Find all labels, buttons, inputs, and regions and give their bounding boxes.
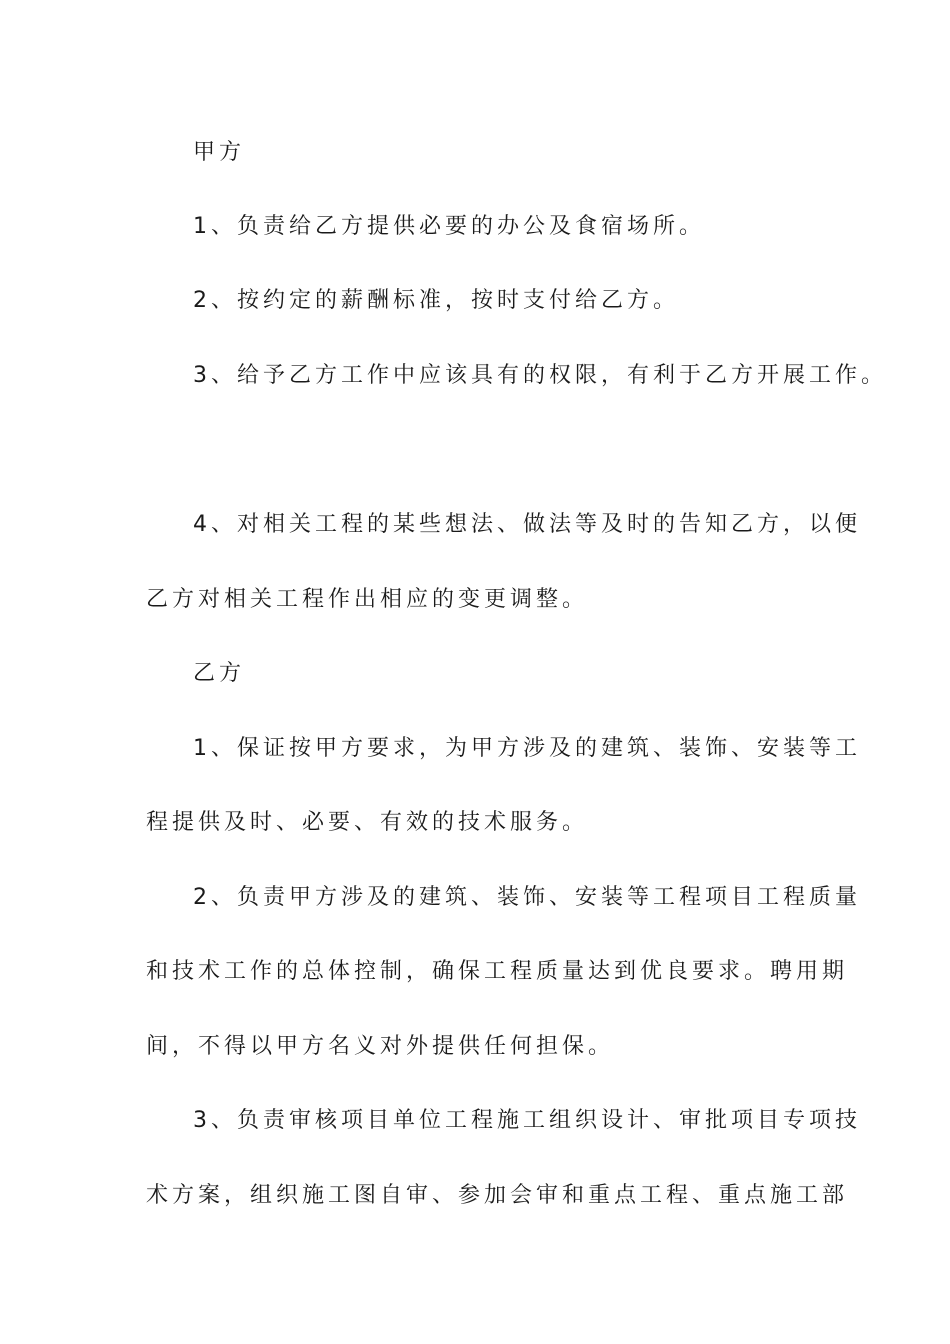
party-a-item-4-line-2: 乙方对相关工程作出相应的变更调整。 [146, 587, 589, 612]
party-b-item-2-line-1: 2、负责甲方涉及的建筑、装饰、安装等工程项目工程质量 [193, 885, 861, 910]
party-b-item-2-line-3: 间，不得以甲方名义对外提供任何担保。 [146, 1034, 615, 1059]
party-b-heading: 乙方 [193, 661, 246, 686]
party-a-item-3: 3、给予乙方工作中应该具有的权限，有利于乙方开展工作。 [193, 363, 887, 388]
party-a-item-2: 2、按约定的薪酬标准，按时支付给乙方。 [193, 288, 679, 313]
party-b-item-3-line-2: 术方案，组织施工图自审、参加会审和重点工程、重点施工部 [146, 1183, 849, 1208]
party-a-heading: 甲方 [193, 140, 246, 165]
party-b-item-2-line-2: 和技术工作的总体控制，确保工程质量达到优良要求。聘用期 [146, 959, 849, 984]
party-a-item-4-line-1: 4、对相关工程的某些想法、做法等及时的告知乙方，以便 [193, 512, 861, 537]
party-b-item-1-line-2: 程提供及时、必要、有效的技术服务。 [146, 810, 589, 835]
party-a-item-1: 1、负责给乙方提供必要的办公及食宿场所。 [193, 214, 705, 239]
party-b-item-3-line-1: 3、负责审核项目单位工程施工组织设计、审批项目专项技 [193, 1108, 861, 1133]
party-b-item-1-line-1: 1、保证按甲方要求，为甲方涉及的建筑、装饰、安装等工 [193, 736, 861, 761]
